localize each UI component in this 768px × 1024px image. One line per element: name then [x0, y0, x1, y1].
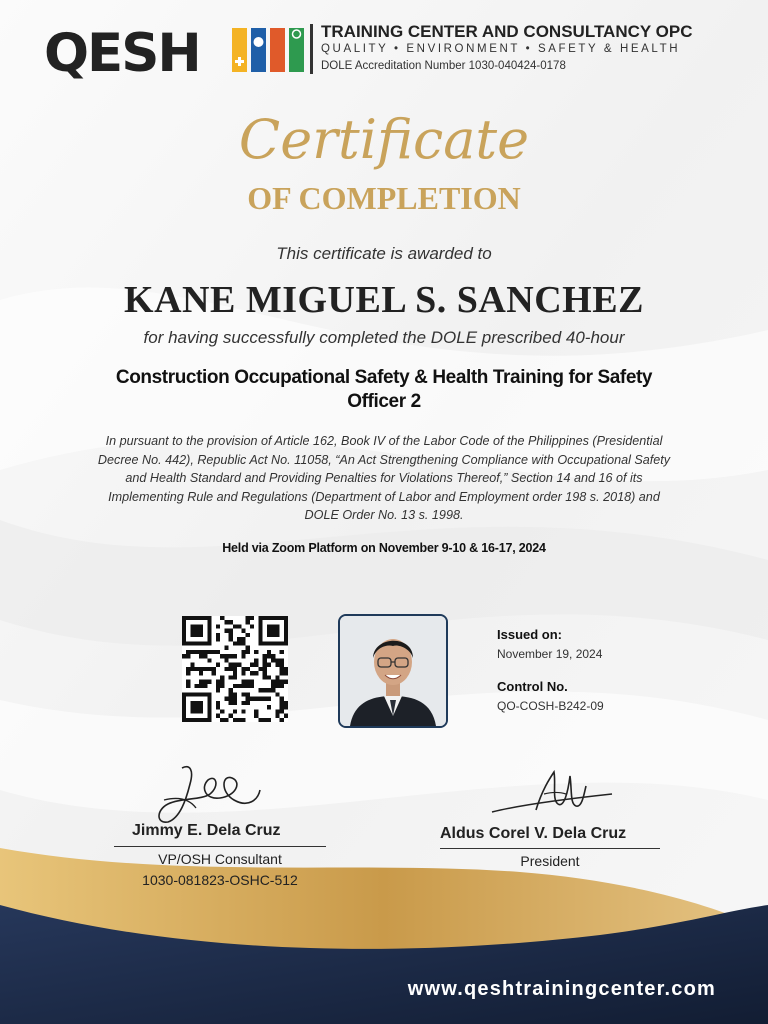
certificate-subtitle: OF COMPLETION	[247, 180, 521, 216]
person-avatar-icon	[340, 616, 446, 726]
certificate-title: Certificate	[238, 108, 530, 171]
recipient-name: KANE MIGUEL S. SANCHEZ	[124, 279, 644, 321]
signatory-1-role: VP/OSH Consultant	[158, 851, 282, 867]
recipient-photo	[338, 614, 448, 728]
issued-date: November 19, 2024	[497, 647, 603, 661]
header-divider	[310, 24, 313, 74]
accreditation-number: DOLE Accreditation Number 1030-040424-0178	[321, 60, 566, 72]
control-label: Control No.	[497, 679, 568, 694]
awarded-text: This certificate is awarded to	[276, 244, 492, 263]
signatory-2-role: President	[520, 853, 580, 869]
org-tagline: QUALITY • ENVIRONMENT • SAFETY & HEALTH	[321, 43, 681, 55]
org-name: TRAINING CENTER AND CONSULTANCY OPC	[321, 22, 693, 41]
completion-text: for having successfully completed the DOLE prescribed 40-hour	[143, 328, 625, 347]
control-number: QO-COSH-B242-09	[497, 699, 604, 713]
issued-label: Issued on:	[497, 627, 563, 642]
safety-icons-logo	[232, 24, 304, 76]
signature-2	[486, 764, 616, 824]
course-title: Construction Occupational Safety & Health Training for Safety Officer 2	[115, 367, 653, 412]
signatory-1-id: 1030-081823-OSHC-512	[142, 872, 298, 888]
signatory-1-line	[114, 846, 326, 847]
signatory-1-name: Jimmy E. Dela Cruz	[132, 822, 281, 839]
brand-logo: QESH	[44, 23, 200, 84]
signatory-2-name: Aldus Corel V. Dela Cruz	[440, 825, 627, 842]
qr-code	[182, 616, 288, 722]
training-dates: Held via Zoom Platform on November 9-10 & 16-17, 2024	[222, 541, 546, 555]
legal-basis-text: In pursuant to the provision of Article 162, Book IV of the Labor Code of the Philippines (Presidential Decree No. 442), Republic Act No. 11058, “An Act Strengthening Compliance with Occupational Safety and Health Standard and Providing Penalties for Violations Thereof,” Section 14 and 16 of its Implementing Rule and Regulations (Department of Labor and Employment order 198 s. 2018) and DOLE Order No. 13 s. 1998.	[97, 434, 671, 522]
website-link[interactable]: www.qeshtrainingcenter.com	[407, 978, 716, 1000]
signature-1	[150, 760, 270, 830]
signatory-2-line	[440, 848, 660, 849]
